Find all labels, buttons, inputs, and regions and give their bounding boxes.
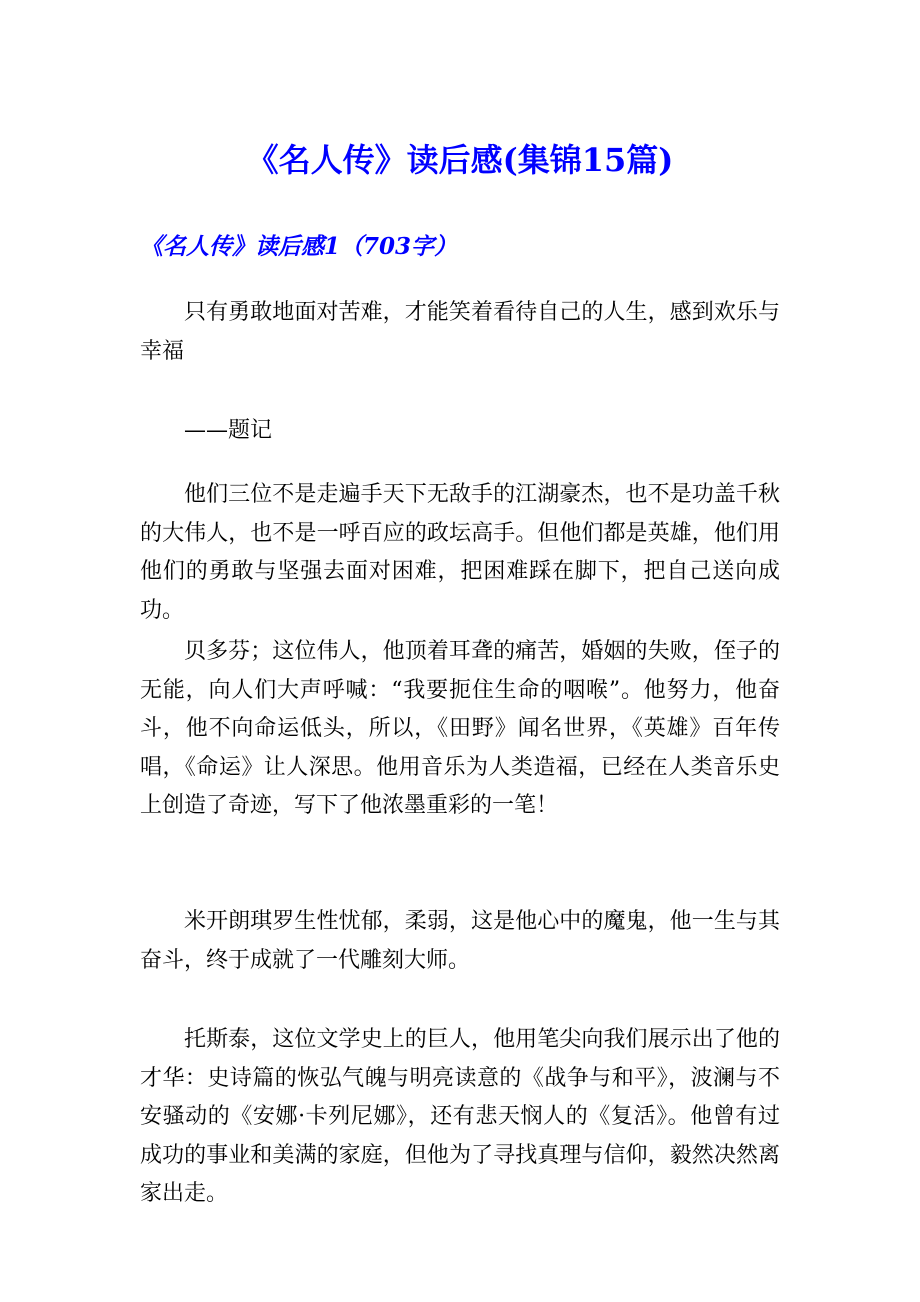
paragraph-epigraph: 只有勇敢地面对苦难，才能笑着看待自己的人生，感到欢乐与幸福 xyxy=(140,300,780,364)
paragraph-tolstoy: 托斯泰，这位文学史上的巨人，他用笔尖向我们展示出了他的才华：史诗篇的恢弘气魄与明亮读意的《战争与和平》，波澜与不安骚动的《安娜·卡列尼娜》，还有悲天悯人的《复活》。他曾有过成功的事业和美满的家庭，但他为了寻找真理与信仰，毅然决然离家出走。 xyxy=(140,1027,780,1206)
paragraph-epigraph-attribution: ——题记 xyxy=(184,418,273,443)
paragraph-intro: 他们三位不是走遍手天下无敌手的江湖豪杰，也不是功盖千秋的大伟人，也不是一呼百应的政坛高手。但他们都是英雄，他们用他们的勇敢与坚强去面对困难，把困难踩在脚下，把自己送向成功。 xyxy=(140,482,780,623)
paragraph-beethoven: 贝多芬；这位伟人，他顶着耳聋的痛苦，婚姻的失败，侄子的无能，向人们大声呼喊：“我要扼住生命的咽喉”。他努力，他奋斗，他不向命运低头，所以，《田野》闻名世界，《英雄》百年传唱，《命运》让人深思。他用音乐为人类造福，已经在人类音乐史上创造了奇迹，写下了他浓墨重彩的一笔！ xyxy=(140,639,780,818)
document-title: 《名人传》读后感(集锦15篇) xyxy=(246,141,674,179)
paragraph-michelangelo: 米开朗琪罗生性忧郁，柔弱，这是他心中的魔鬼，他一生与其奋斗，终于成就了一代雕刻大师。 xyxy=(140,909,780,973)
section-heading: 《名人传》读后感1（703字） xyxy=(140,233,458,260)
